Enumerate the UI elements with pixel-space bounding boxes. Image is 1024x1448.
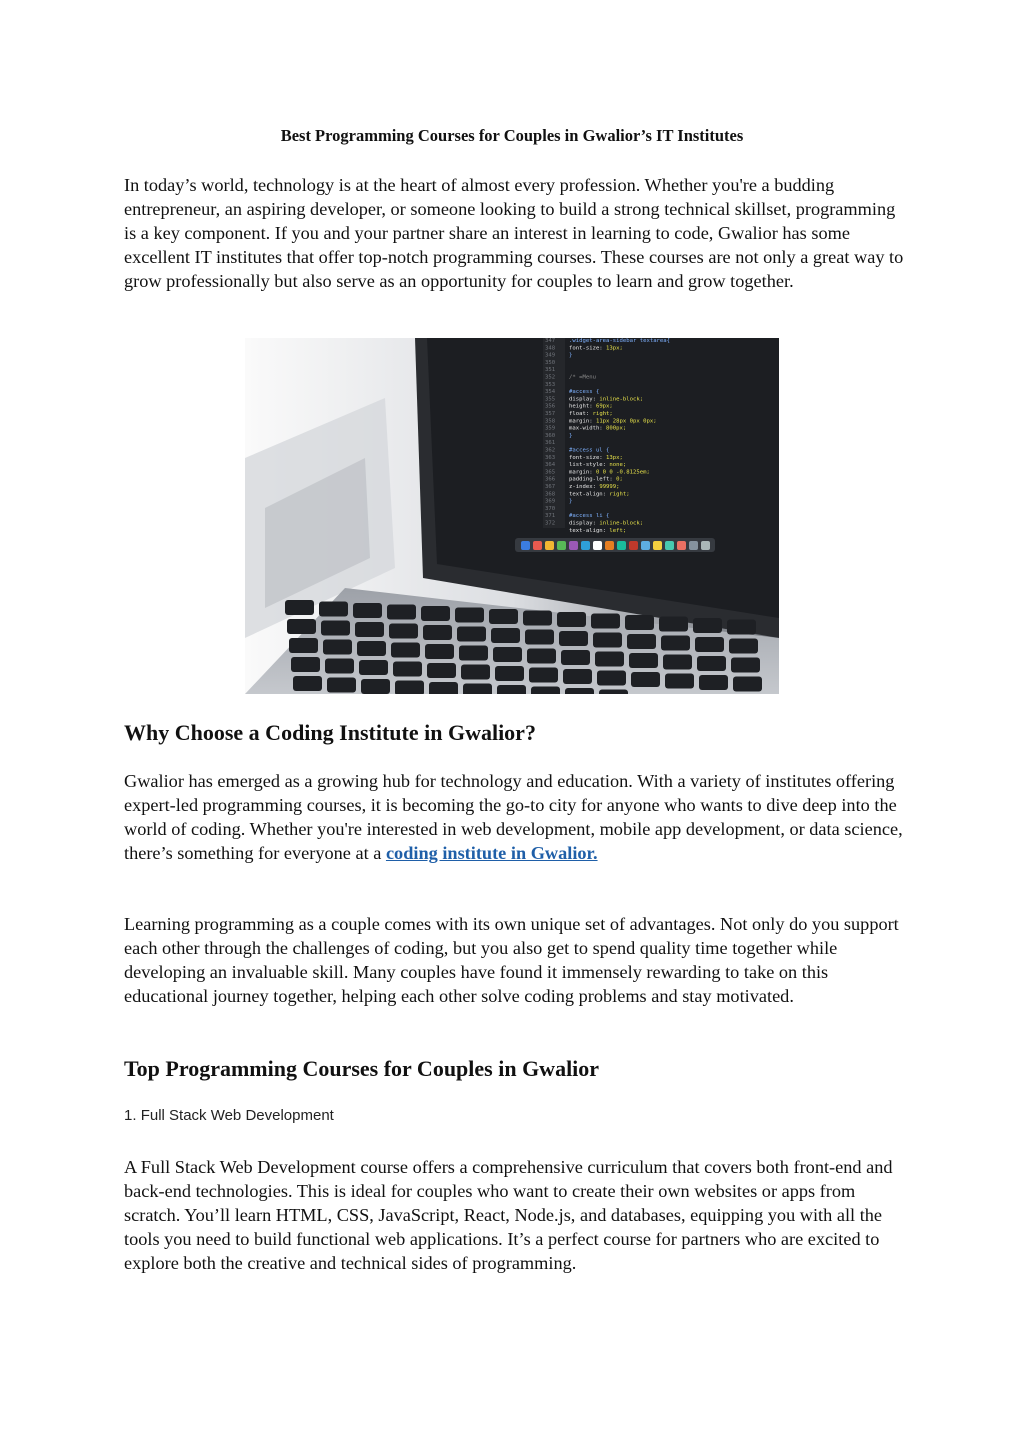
code-line: list-style: none; xyxy=(569,462,627,469)
intro-paragraph: In today’s world, technology is at the heart of almost every profession. Whether you're a budding entrepreneur, an aspiring developer, or someone looking to build a strong technical skillset, programming is a key component. If you and your partner share an interest in learning to code, Gwalior has some excellent IT institutes that offer top-notch programming courses. These courses are not only a great way to grow professionally but also serve as an opportunity for couples to learn and grow together. xyxy=(124,175,904,291)
keyboard-key xyxy=(459,646,488,661)
dock-app-icon xyxy=(665,541,674,550)
code-line: #access li { xyxy=(569,513,610,520)
code-line-number: 352 xyxy=(545,374,556,381)
code-line: height: 69px; xyxy=(569,403,613,410)
keyboard-key xyxy=(393,662,422,677)
code-line-number: 349 xyxy=(545,352,556,359)
code-line-number: 357 xyxy=(545,411,556,417)
keyboard-key xyxy=(463,684,492,695)
keyboard-key xyxy=(523,611,552,626)
keyboard-key xyxy=(529,668,558,683)
keyboard-key xyxy=(727,620,756,635)
keyboard-key xyxy=(423,625,452,640)
code-line-number: 367 xyxy=(545,484,556,490)
keyboard-key xyxy=(361,679,390,694)
code-line: padding-left: 0; xyxy=(569,476,623,483)
dock-app-icon xyxy=(701,541,710,550)
code-line-number: 358 xyxy=(545,418,556,425)
keyboard-key xyxy=(597,671,626,686)
course-item-label xyxy=(124,1107,334,1124)
keyboard-key xyxy=(429,682,458,694)
keyboard-key xyxy=(731,658,760,673)
keyboard-key xyxy=(559,631,588,646)
code-line: margin: 11px 28px 0px 0px; xyxy=(569,418,657,425)
keyboard-key xyxy=(391,643,420,658)
keyboard-key xyxy=(663,655,692,670)
keyboard-key xyxy=(625,615,654,630)
keyboard-key xyxy=(591,614,620,629)
keyboard-key xyxy=(695,637,724,652)
dock-app-icon xyxy=(617,541,626,550)
keyboard-key xyxy=(525,630,554,645)
code-line: float: right; xyxy=(569,411,613,417)
keyboard-key xyxy=(455,608,484,623)
code-line-number: 359 xyxy=(545,425,556,432)
section1-paragraph1-text: Gwalior has emerged as a growing hub for technology and education. With a variety of institutes offering expert-led programming courses, it is becoming the go-to city for anyone who wants to dive deep into the world of coding. Whether you're interested in web development, mobile app development, or data science, there’s something for everyone at a xyxy=(124,771,903,863)
laptop-code-photo xyxy=(245,338,779,694)
section-heading-top-courses: Top Programming Courses for Couples in Gwalior xyxy=(124,1056,600,1081)
code-line: display: inline-block; xyxy=(569,520,644,527)
code-line-number: 371 xyxy=(545,513,556,520)
keyboard-key xyxy=(389,624,418,639)
code-line: /* =Menu xyxy=(569,374,596,381)
keyboard-key xyxy=(497,685,526,694)
code-line: max-width: 800px; xyxy=(569,425,627,432)
dock-app-icon xyxy=(689,541,698,550)
code-line: font-size: 13px; xyxy=(569,345,623,352)
keyboard-key xyxy=(599,690,628,695)
code-line: display: inline-block; xyxy=(569,396,644,403)
course-item-number: 1. xyxy=(124,1107,137,1124)
keyboard-key xyxy=(291,657,320,672)
code-line-number: 355 xyxy=(545,396,556,403)
section1-paragraph2: Learning programming as a couple comes with its own unique set of advantages. Not only do you support each other through the challenges of coding, but you also get to spend quality time together while developing an invaluable skill. Many couples have found it immensely rewarding to take on this educational journey together, helping each other solve coding problems and stay motivated. xyxy=(124,914,899,1006)
keyboard-key xyxy=(287,619,316,634)
code-line-number: 370 xyxy=(545,505,556,512)
code-line-number: 360 xyxy=(545,432,556,439)
dock-app-icon xyxy=(605,541,614,550)
course-item-title: Full Stack Web Development xyxy=(140,1107,334,1124)
keyboard-key xyxy=(425,644,454,659)
code-line-number: 350 xyxy=(545,359,556,366)
keyboard-key xyxy=(565,688,594,694)
keyboard-key xyxy=(733,677,762,692)
keyboard-key xyxy=(489,609,518,624)
code-line-number: 351 xyxy=(545,367,556,374)
code-line: z-index: 99999; xyxy=(569,484,620,490)
code-line-number: 347 xyxy=(545,338,556,344)
keyboard-key xyxy=(563,669,592,684)
code-line: text-align: right; xyxy=(569,491,630,498)
dock-app-icon xyxy=(569,541,578,550)
keyboard-key xyxy=(457,627,486,642)
keyboard-key xyxy=(491,628,520,643)
keyboard-key xyxy=(665,674,694,689)
code-line: } xyxy=(569,352,573,359)
dock-app-icon xyxy=(581,541,590,550)
code-line: #access ul { xyxy=(569,447,610,454)
code-line: .widget-area-sidebar textarea{ xyxy=(569,338,671,344)
keyboard-key xyxy=(631,672,660,687)
code-line-number: 369 xyxy=(545,498,556,505)
dock-app-icon xyxy=(653,541,662,550)
keyboard-key xyxy=(693,618,722,633)
keyboard-key xyxy=(593,633,622,648)
keyboard-key xyxy=(395,681,424,695)
code-line-number: 364 xyxy=(545,462,556,469)
dock-app-icon xyxy=(521,541,530,550)
keyboard-key xyxy=(699,675,728,690)
keyboard-key xyxy=(595,652,624,667)
keyboard-key xyxy=(319,602,348,617)
code-line: text-align: left; xyxy=(569,527,627,534)
keyboard-key xyxy=(461,665,490,680)
code-line-number: 365 xyxy=(545,469,556,476)
keyboard-key xyxy=(495,666,524,681)
code-line: } xyxy=(569,498,573,505)
keyboard-key xyxy=(627,634,656,649)
code-line-number: 348 xyxy=(545,345,556,352)
keyboard-key xyxy=(697,656,726,671)
keyboard-key xyxy=(557,612,586,627)
keyboard-key xyxy=(531,687,560,695)
keyboard-key xyxy=(289,638,318,653)
dock-app-icon xyxy=(557,541,566,550)
course-item-body: A Full Stack Web Development course offers a comprehensive curriculum that covers both front-end and back-end technologies. This is ideal for couples who want to create their own websites or apps from scratch. You’ll learn HTML, CSS, JavaScript, React, Node.js, and databases, equipping you with all the tools you need to build functional web applications. It’s a perfect course for partners who are excited to explore both the creative and technical sides of programming. xyxy=(124,1157,893,1273)
code-line-number: 363 xyxy=(545,454,556,461)
dock-app-icon xyxy=(677,541,686,550)
keyboard-key xyxy=(629,653,658,668)
code-line-number: 353 xyxy=(545,381,556,388)
keyboard-key xyxy=(285,600,314,615)
keyboard-key xyxy=(323,640,352,655)
keyboard-key xyxy=(327,678,356,693)
keyboard-key xyxy=(729,639,758,654)
code-line: margin: 0 0 0 -0.8125em; xyxy=(569,469,650,476)
keyboard-key xyxy=(421,606,450,621)
section1-paragraph1 xyxy=(124,769,904,865)
dock-app-icon xyxy=(545,541,554,550)
dock-app-icon xyxy=(593,541,602,550)
keyboard-key xyxy=(353,603,382,618)
dock-app-icon xyxy=(641,541,650,550)
keyboard-key xyxy=(493,647,522,662)
keyboard-key xyxy=(427,663,456,678)
code-line: font-size: 13px; xyxy=(569,454,623,461)
keyboard-key xyxy=(527,649,556,664)
keyboard-key xyxy=(387,605,416,620)
page-title: Best Programming Courses for Couples in Gwalior’s IT Institutes xyxy=(280,126,744,145)
code-line-number: 356 xyxy=(545,403,556,410)
section-heading-why: Why Choose a Coding Institute in Gwalior? xyxy=(124,720,536,745)
code-line-number: 368 xyxy=(545,491,556,498)
keyboard-key xyxy=(659,617,688,632)
code-line-number: 361 xyxy=(545,440,556,447)
code-line-number: 362 xyxy=(545,447,556,454)
code-line: } xyxy=(569,432,573,439)
code-line-number: 366 xyxy=(545,476,556,483)
keyboard-key xyxy=(293,676,322,691)
code-line: #access { xyxy=(569,389,600,396)
code-line-number: 372 xyxy=(545,520,556,527)
laptop-illustration xyxy=(245,338,779,694)
keyboard-key xyxy=(325,659,354,674)
dock-app-icon xyxy=(629,541,638,550)
keyboard-key xyxy=(561,650,590,665)
code-line-number: 354 xyxy=(545,389,556,396)
coding-institute-link[interactable]: coding institute in Gwalior. xyxy=(385,843,598,863)
keyboard-key xyxy=(321,621,350,636)
keyboard-key xyxy=(661,636,690,651)
keyboard-key xyxy=(359,660,388,675)
dock-app-icon xyxy=(533,541,542,550)
keyboard-key xyxy=(355,622,384,637)
keyboard-key xyxy=(357,641,386,656)
